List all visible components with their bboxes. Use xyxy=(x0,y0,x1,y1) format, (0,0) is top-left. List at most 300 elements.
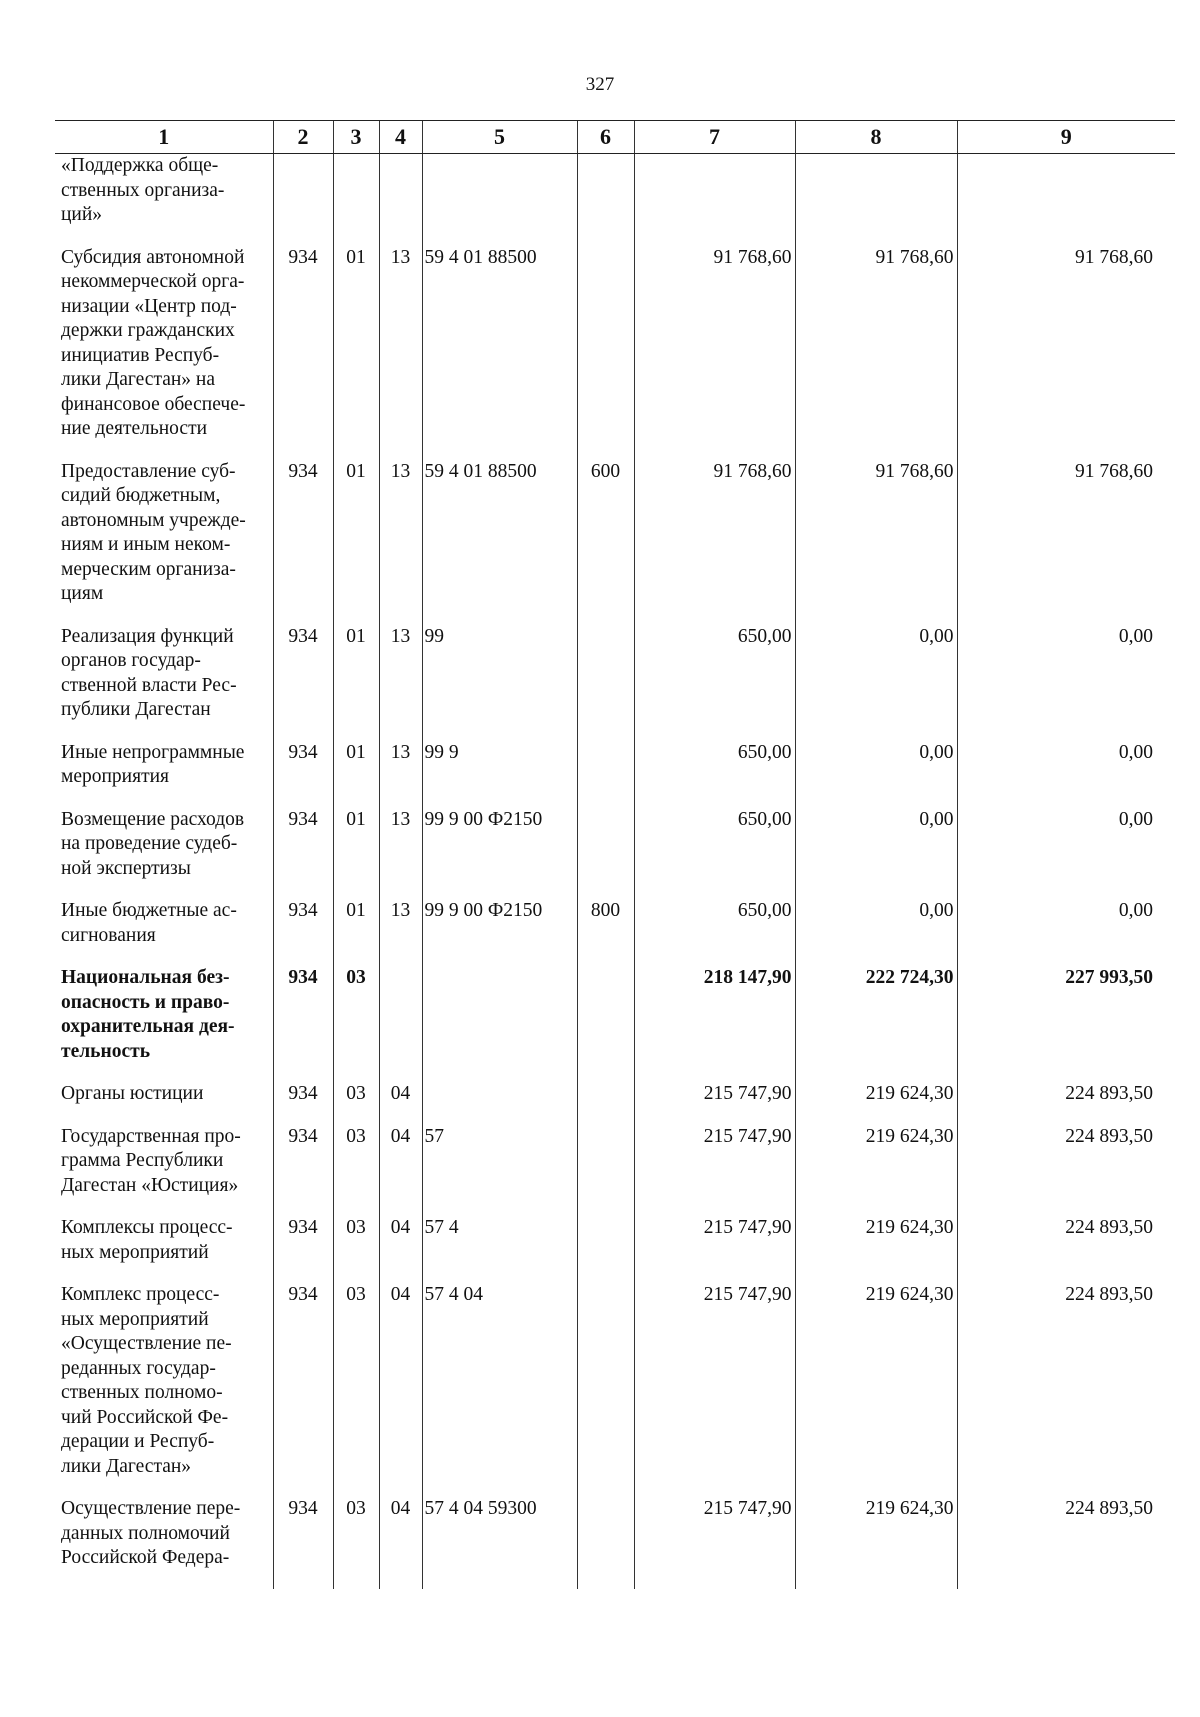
spacer-cell xyxy=(333,1479,379,1497)
spacer-cell xyxy=(795,948,957,966)
spacer-cell xyxy=(634,1265,795,1283)
spacer-cell xyxy=(634,790,795,808)
cell-amount-col7: 215 747,90 xyxy=(634,1497,795,1571)
item-name-line: ций» xyxy=(61,204,103,225)
cell-expense-type xyxy=(577,1125,634,1199)
cell-item-name xyxy=(55,966,273,1064)
cell-subsection: 13 xyxy=(379,899,422,948)
spacer-cell xyxy=(957,442,1175,460)
cell-amount-col7: 215 747,90 xyxy=(634,1082,795,1107)
spacer-cell xyxy=(55,607,273,625)
cell-section: 03 xyxy=(333,1283,379,1479)
spacer-cell xyxy=(795,790,957,808)
cell-expense-type: 600 xyxy=(577,460,634,607)
cell-target-article: 59 4 01 88500 xyxy=(422,246,577,442)
spacer-cell xyxy=(333,790,379,808)
header-col-9: 9 xyxy=(957,121,1175,154)
item-name-line: Возмещение расходов xyxy=(61,808,245,830)
item-name-line: ственной власти Рес- xyxy=(61,674,237,696)
spacer-cell xyxy=(577,442,634,460)
cell-amount-col7: 215 747,90 xyxy=(634,1283,795,1479)
table-body xyxy=(55,154,1175,1589)
item-name-line: сигнования xyxy=(61,924,156,946)
header-col-2: 2 xyxy=(273,121,333,154)
cell-subsection: 04 xyxy=(379,1082,422,1107)
spacer-cell xyxy=(422,1107,577,1125)
spacer-cell xyxy=(634,442,795,460)
spacer-cell xyxy=(273,1107,333,1125)
item-name-line: ниям и иным неком- xyxy=(61,534,231,555)
spacer-cell xyxy=(577,1479,634,1497)
cell-expense-type xyxy=(577,741,634,790)
spacer-cell xyxy=(379,228,422,246)
spacer-cell xyxy=(577,1107,634,1125)
cell-item-name xyxy=(55,1125,273,1199)
row-spacer xyxy=(55,1107,1175,1125)
item-name-line: ственных организа- xyxy=(61,179,225,201)
item-name-line: некоммерческой орга- xyxy=(61,271,245,292)
cell-subsection: 13 xyxy=(379,246,422,442)
item-name-line: Национальная без- xyxy=(61,967,230,988)
cell-section: 03 xyxy=(333,1082,379,1107)
spacer-cell xyxy=(634,723,795,741)
cell-subsection: 13 xyxy=(379,625,422,723)
spacer-cell xyxy=(795,1198,957,1216)
spacer-cell xyxy=(422,1571,577,1589)
cell-amount-col7: 650,00 xyxy=(634,741,795,790)
cell-target-article: 99 9 00 Ф2150 xyxy=(422,899,577,948)
item-name-line: автономным учрежде- xyxy=(61,509,246,531)
spacer-cell xyxy=(55,1064,273,1082)
cell-amount-col9: 91 768,60 xyxy=(957,460,1175,607)
item-name-line: чий Российской Фе- xyxy=(61,1406,229,1428)
item-name-line: органов государ- xyxy=(61,650,201,671)
spacer-cell xyxy=(55,948,273,966)
cell-amount-col7: 91 768,60 xyxy=(634,460,795,607)
spacer-cell xyxy=(634,948,795,966)
budget-table xyxy=(55,120,1175,1589)
cell-target-article: 99 9 00 Ф2150 xyxy=(422,808,577,882)
spacer-cell xyxy=(55,1571,273,1589)
item-name-line: на проведение судеб- xyxy=(61,833,238,854)
cell-target-article xyxy=(422,1082,577,1107)
cell-amount-col9: 0,00 xyxy=(957,808,1175,882)
spacer-cell xyxy=(379,1107,422,1125)
spacer-cell xyxy=(273,442,333,460)
cell-section xyxy=(333,154,379,228)
spacer-cell xyxy=(422,1265,577,1283)
spacer-cell xyxy=(273,790,333,808)
cell-amount-col7: 650,00 xyxy=(634,625,795,723)
cell-section: 01 xyxy=(333,460,379,607)
cell-section: 03 xyxy=(333,1125,379,1199)
spacer-cell xyxy=(795,1064,957,1082)
spacer-cell xyxy=(634,228,795,246)
row-spacer xyxy=(55,790,1175,808)
cell-expense-type: 800 xyxy=(577,899,634,948)
row-spacer xyxy=(55,723,1175,741)
cell-amount-col8: 0,00 xyxy=(795,625,957,723)
item-name-line: Субсидия автономной xyxy=(61,246,245,268)
spacer-cell xyxy=(422,790,577,808)
cell-target-article: 99 xyxy=(422,625,577,723)
cell-amount-col9: 0,00 xyxy=(957,899,1175,948)
cell-item-name xyxy=(55,460,273,607)
spacer-cell xyxy=(577,228,634,246)
table-row xyxy=(55,741,1175,790)
cell-admin-code: 934 xyxy=(273,460,333,607)
spacer-cell xyxy=(55,723,273,741)
spacer-cell xyxy=(333,228,379,246)
spacer-cell xyxy=(273,948,333,966)
cell-admin-code: 934 xyxy=(273,741,333,790)
row-spacer xyxy=(55,948,1175,966)
cell-subsection xyxy=(379,966,422,1064)
item-name-line: ной экспертизы xyxy=(61,857,191,879)
cell-admin-code: 934 xyxy=(273,246,333,442)
item-name-line: Дагестан «Юстиция» xyxy=(61,1174,239,1196)
spacer-cell xyxy=(55,1198,273,1216)
spacer-cell xyxy=(795,881,957,899)
spacer-cell xyxy=(422,1198,577,1216)
cell-item-name xyxy=(55,246,273,442)
cell-admin-code: 934 xyxy=(273,899,333,948)
cell-section: 03 xyxy=(333,1497,379,1571)
spacer-cell xyxy=(273,1571,333,1589)
cell-item-name xyxy=(55,1216,273,1265)
spacer-cell xyxy=(957,228,1175,246)
table-row xyxy=(55,1216,1175,1265)
spacer-cell xyxy=(577,1064,634,1082)
cell-item-name xyxy=(55,154,273,228)
header-col-4: 4 xyxy=(379,121,422,154)
cell-item-name xyxy=(55,899,273,948)
spacer-cell xyxy=(333,723,379,741)
spacer-cell xyxy=(333,881,379,899)
cell-target-article: 57 4 04 xyxy=(422,1283,577,1479)
cell-item-name xyxy=(55,1497,273,1571)
spacer-cell xyxy=(422,881,577,899)
cell-expense-type xyxy=(577,966,634,1064)
spacer-cell xyxy=(333,1198,379,1216)
item-name-line: лики Дагестан» xyxy=(61,1455,192,1477)
spacer-cell xyxy=(333,442,379,460)
cell-target-article: 57 4 04 59300 xyxy=(422,1497,577,1571)
cell-amount-col7 xyxy=(634,154,795,228)
table-row xyxy=(55,966,1175,1064)
spacer-cell xyxy=(333,948,379,966)
spacer-cell xyxy=(273,1479,333,1497)
header-col-8: 8 xyxy=(795,121,957,154)
item-name-line: Иные непрограммные xyxy=(61,741,245,763)
table-row xyxy=(55,625,1175,723)
spacer-cell xyxy=(333,1107,379,1125)
cell-admin-code: 934 xyxy=(273,1125,333,1199)
cell-amount-col7: 215 747,90 xyxy=(634,1125,795,1199)
cell-amount-col9: 224 893,50 xyxy=(957,1125,1175,1199)
spacer-cell xyxy=(422,1064,577,1082)
cell-expense-type xyxy=(577,246,634,442)
row-spacer xyxy=(55,1198,1175,1216)
cell-target-article xyxy=(422,154,577,228)
spacer-cell xyxy=(795,723,957,741)
row-spacer xyxy=(55,442,1175,460)
item-name-line: сидий бюджетным, xyxy=(61,485,221,506)
cell-subsection xyxy=(379,154,422,228)
table-row xyxy=(55,246,1175,442)
cell-expense-type xyxy=(577,1082,634,1107)
cell-target-article: 59 4 01 88500 xyxy=(422,460,577,607)
spacer-cell xyxy=(634,881,795,899)
spacer-cell xyxy=(422,442,577,460)
spacer-cell xyxy=(55,1479,273,1497)
cell-expense-type xyxy=(577,625,634,723)
budget-table-container xyxy=(55,120,1175,1589)
spacer-cell xyxy=(55,228,273,246)
row-spacer xyxy=(55,1571,1175,1589)
cell-amount-col7: 91 768,60 xyxy=(634,246,795,442)
cell-expense-type xyxy=(577,1283,634,1479)
spacer-cell xyxy=(273,881,333,899)
spacer-cell xyxy=(577,948,634,966)
item-name-line: мерческим организа- xyxy=(61,558,236,580)
cell-section: 01 xyxy=(333,246,379,442)
header-col-6: 6 xyxy=(577,121,634,154)
cell-target-article: 57 4 xyxy=(422,1216,577,1265)
table-row xyxy=(55,1497,1175,1571)
cell-amount-col7: 215 747,90 xyxy=(634,1216,795,1265)
spacer-cell xyxy=(422,228,577,246)
header-col-3: 3 xyxy=(333,121,379,154)
spacer-cell xyxy=(957,607,1175,625)
row-spacer xyxy=(55,1265,1175,1283)
spacer-cell xyxy=(333,607,379,625)
cell-section: 03 xyxy=(333,1216,379,1265)
cell-admin-code: 934 xyxy=(273,1216,333,1265)
cell-admin-code: 934 xyxy=(273,625,333,723)
spacer-cell xyxy=(957,723,1175,741)
spacer-cell xyxy=(577,723,634,741)
cell-amount-col9: 224 893,50 xyxy=(957,1216,1175,1265)
cell-expense-type xyxy=(577,154,634,228)
cell-subsection: 13 xyxy=(379,460,422,607)
spacer-cell xyxy=(422,1479,577,1497)
header-col-5: 5 xyxy=(422,121,577,154)
cell-section: 01 xyxy=(333,899,379,948)
header-col-7: 7 xyxy=(634,121,795,154)
row-spacer xyxy=(55,1064,1175,1082)
cell-subsection: 13 xyxy=(379,808,422,882)
row-spacer xyxy=(55,881,1175,899)
spacer-cell xyxy=(55,442,273,460)
row-spacer xyxy=(55,1479,1175,1497)
cell-amount-col9: 0,00 xyxy=(957,625,1175,723)
item-name-line: «Осуществление пе- xyxy=(61,1333,232,1354)
item-name-line: Российской Федера- xyxy=(61,1547,230,1568)
spacer-cell xyxy=(333,1265,379,1283)
item-name-line: Реализация функций xyxy=(61,625,234,647)
table-row xyxy=(55,1125,1175,1199)
item-name-line: Иные бюджетные ас- xyxy=(61,900,237,921)
cell-section: 01 xyxy=(333,741,379,790)
cell-item-name xyxy=(55,741,273,790)
spacer-cell xyxy=(379,442,422,460)
cell-section: 01 xyxy=(333,625,379,723)
cell-subsection: 04 xyxy=(379,1497,422,1571)
item-name-line: Комплекс процесс- xyxy=(61,1284,220,1305)
table-row xyxy=(55,1082,1175,1107)
cell-target-article: 99 9 xyxy=(422,741,577,790)
cell-subsection: 04 xyxy=(379,1283,422,1479)
spacer-cell xyxy=(795,1265,957,1283)
cell-expense-type xyxy=(577,1216,634,1265)
item-name-line: циям xyxy=(61,583,104,604)
cell-subsection: 04 xyxy=(379,1125,422,1199)
cell-amount-col8 xyxy=(795,154,957,228)
item-name-line: публики Дагестан xyxy=(61,699,211,720)
item-name-line: Осуществление пере- xyxy=(61,1498,241,1519)
cell-item-name xyxy=(55,1283,273,1479)
table-row xyxy=(55,460,1175,607)
spacer-cell xyxy=(634,1479,795,1497)
spacer-cell xyxy=(634,1198,795,1216)
cell-amount-col8: 219 624,30 xyxy=(795,1283,957,1479)
spacer-cell xyxy=(55,790,273,808)
table-row xyxy=(55,899,1175,948)
cell-admin-code: 934 xyxy=(273,1283,333,1479)
item-name-line: «Поддержка обще- xyxy=(61,155,219,176)
spacer-cell xyxy=(795,442,957,460)
cell-section: 03 xyxy=(333,966,379,1064)
cell-amount-col9: 227 993,50 xyxy=(957,966,1175,1064)
table-row xyxy=(55,808,1175,882)
cell-expense-type xyxy=(577,808,634,882)
spacer-cell xyxy=(795,228,957,246)
item-name-line: Органы юстиции xyxy=(61,1083,204,1104)
cell-item-name xyxy=(55,1082,273,1107)
spacer-cell xyxy=(379,723,422,741)
spacer-cell xyxy=(379,1265,422,1283)
cell-expense-type xyxy=(577,1497,634,1571)
cell-amount-col8: 219 624,30 xyxy=(795,1497,957,1571)
item-name-line: финансовое обеспече- xyxy=(61,393,246,415)
item-name-line: ственных полномо- xyxy=(61,1382,223,1403)
spacer-cell xyxy=(577,790,634,808)
cell-subsection: 04 xyxy=(379,1216,422,1265)
page-number: 327 xyxy=(585,74,615,95)
spacer-cell xyxy=(577,1571,634,1589)
spacer-cell xyxy=(957,790,1175,808)
spacer-cell xyxy=(795,1107,957,1125)
spacer-cell xyxy=(795,1571,957,1589)
spacer-cell xyxy=(379,1479,422,1497)
spacer-cell xyxy=(957,881,1175,899)
spacer-cell xyxy=(957,1479,1175,1497)
cell-section: 01 xyxy=(333,808,379,882)
spacer-cell xyxy=(795,607,957,625)
cell-item-name xyxy=(55,808,273,882)
cell-amount-col9: 224 893,50 xyxy=(957,1082,1175,1107)
spacer-cell xyxy=(634,1107,795,1125)
spacer-cell xyxy=(634,1571,795,1589)
cell-amount-col8: 219 624,30 xyxy=(795,1125,957,1199)
cell-admin-code xyxy=(273,154,333,228)
item-name-line: грамма Республики xyxy=(61,1150,224,1171)
cell-amount-col8: 219 624,30 xyxy=(795,1082,957,1107)
table-row xyxy=(55,1283,1175,1479)
cell-amount-col8: 0,00 xyxy=(795,741,957,790)
spacer-cell xyxy=(333,1064,379,1082)
cell-amount-col8: 219 624,30 xyxy=(795,1216,957,1265)
spacer-cell xyxy=(957,948,1175,966)
spacer-cell xyxy=(55,1107,273,1125)
spacer-cell xyxy=(634,607,795,625)
spacer-cell xyxy=(273,723,333,741)
item-name-line: низации «Центр под- xyxy=(61,295,237,317)
spacer-cell xyxy=(577,1265,634,1283)
spacer-cell xyxy=(957,1198,1175,1216)
spacer-cell xyxy=(379,881,422,899)
spacer-cell xyxy=(634,1064,795,1082)
row-spacer xyxy=(55,228,1175,246)
item-name-line: реданных государ- xyxy=(61,1357,216,1379)
cell-amount-col8: 222 724,30 xyxy=(795,966,957,1064)
item-name-line: дерации и Респуб- xyxy=(61,1431,215,1452)
item-name-line: мероприятия xyxy=(61,766,170,787)
spacer-cell xyxy=(379,790,422,808)
header-col-1: 1 xyxy=(55,121,273,154)
item-name-line: охранительная дея- xyxy=(61,1016,235,1037)
spacer-cell xyxy=(273,607,333,625)
spacer-cell xyxy=(577,607,634,625)
spacer-cell xyxy=(577,1198,634,1216)
spacer-cell xyxy=(957,1265,1175,1283)
cell-amount-col8: 91 768,60 xyxy=(795,460,957,607)
cell-amount-col8: 0,00 xyxy=(795,899,957,948)
spacer-cell xyxy=(795,1479,957,1497)
item-name-line: Предоставление суб- xyxy=(61,460,236,482)
cell-amount-col9: 224 893,50 xyxy=(957,1497,1175,1571)
row-spacer xyxy=(55,607,1175,625)
cell-amount-col9: 91 768,60 xyxy=(957,246,1175,442)
spacer-cell xyxy=(957,1064,1175,1082)
spacer-cell xyxy=(957,1107,1175,1125)
item-name-line: Государственная про- xyxy=(61,1125,241,1147)
item-name-line: тельность xyxy=(61,1040,151,1062)
spacer-cell xyxy=(333,1571,379,1589)
spacer-cell xyxy=(55,881,273,899)
spacer-cell xyxy=(273,1064,333,1082)
cell-admin-code: 934 xyxy=(273,966,333,1064)
spacer-cell xyxy=(379,1571,422,1589)
item-name-line: данных полномочий xyxy=(61,1522,230,1544)
cell-admin-code: 934 xyxy=(273,808,333,882)
cell-amount-col9: 0,00 xyxy=(957,741,1175,790)
cell-subsection: 13 xyxy=(379,741,422,790)
spacer-cell xyxy=(379,1198,422,1216)
cell-amount-col9 xyxy=(957,154,1175,228)
cell-admin-code: 934 xyxy=(273,1497,333,1571)
item-name-line: ных мероприятий xyxy=(61,1241,209,1263)
item-name-line: ние деятельности xyxy=(61,418,208,439)
item-name-line: лики Дагестан» на xyxy=(61,369,216,390)
spacer-cell xyxy=(379,1064,422,1082)
spacer-cell xyxy=(55,1265,273,1283)
cell-amount-col7: 218 147,90 xyxy=(634,966,795,1064)
spacer-cell xyxy=(957,1571,1175,1589)
item-name-line: Комплексы процесс- xyxy=(61,1217,233,1238)
item-name-line: инициатив Респуб- xyxy=(61,344,220,366)
